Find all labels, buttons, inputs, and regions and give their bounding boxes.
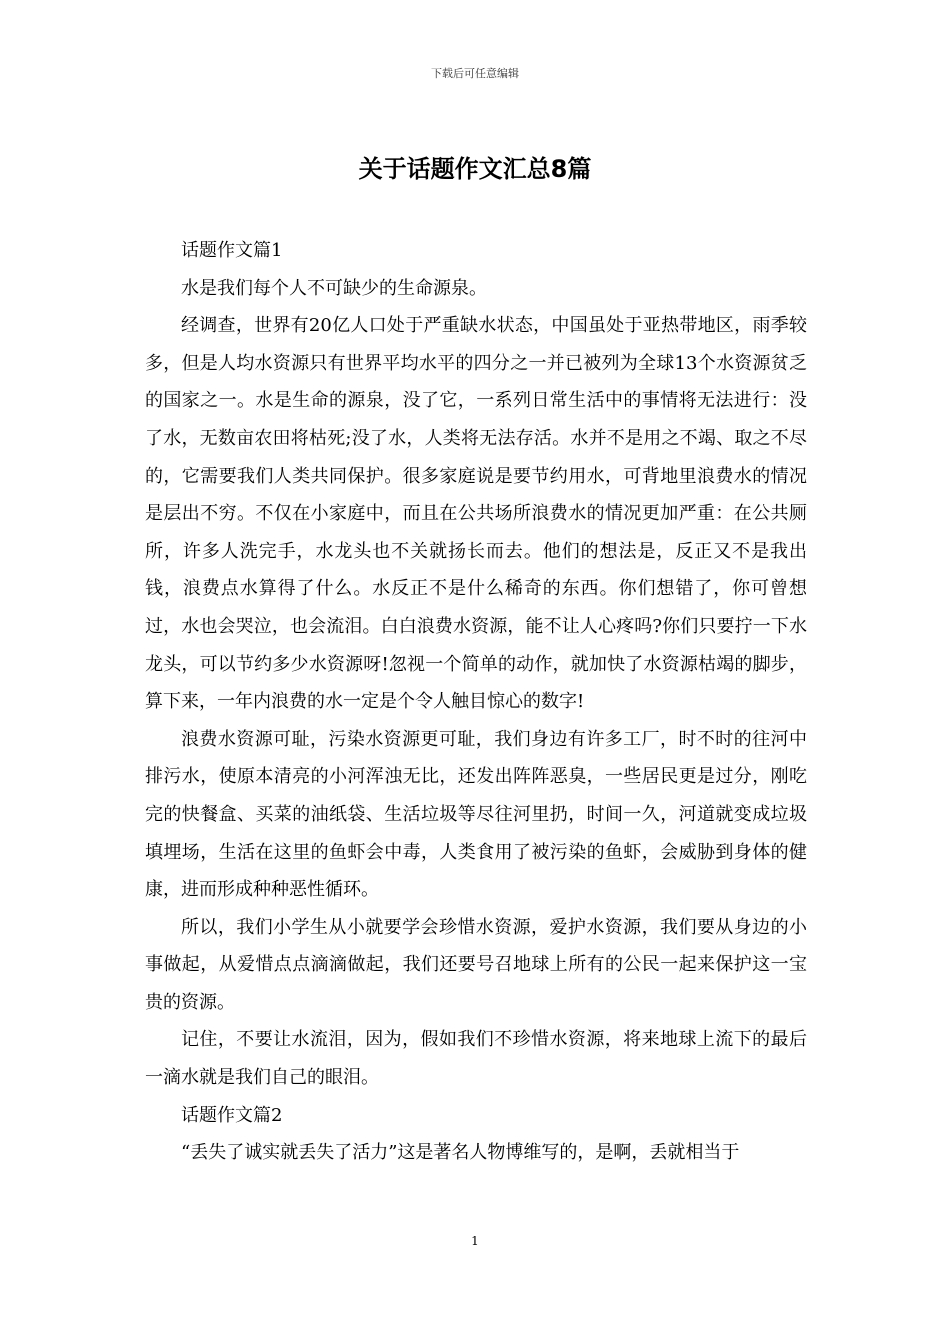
page-header-note: 下载后可任意编辑 [431,67,519,80]
paragraph: 浪费水资源可耻，污染水资源更可耻，我们身边有许多工厂，时不时的往河中排污水，使原本清亮的小河浑浊无比，还发出阵阵恶臭，一些居民更是过分，刚吃完的快餐盒、买菜的油纸袋、生活垃圾等尽往河里扔，时间一久，河道就变成垃圾填埋场，生活在这里的鱼虾会中毒，人类食用了被污染的鱼虾，会威胁到身体的健康，进而形成种种恶性循环。 [145,728,807,901]
section-heading-2: 话题作文篇2 [181,1104,283,1126]
paragraph: 经调查，世界有20亿人口处于严重缺水状态，中国虽处于亚热带地区，雨季较多，但是人均水资源只有世界平均水平的四分之一并已被列为全球13个水资源贫乏的国家之一。水是生命的源泉，没了它，一系列日常生活中的事情将无法进行：没了水，无数亩农田将枯死;没了水，人类将无法存活。水并不是用之不竭、取之不尽的，它需要我们人类共同保护。很多家庭说是要节约用水，可背地里浪费水的情况是层出不穷。不仅在小家庭中，而且在公共场所浪费水的情况更加严重：在公共厕所，许多人洗完手，水龙头也不关就扬长而去。他们的想法是，反正又不是我出钱，浪费点水算得了什么。水反正不是什么稀奇的东西。你们想错了，你可曾想过，水也会哭泣，也会流泪。白白浪费水资源，能不让人心疼吗?你们只要拧一下水龙头，可以节约多少水资源呀!忽视一个简单的动作，就加快了水资源枯竭的脚步，算下来，一年内浪费的水一定是个令人触目惊心的数字! [145,315,807,713]
paragraph: 所以，我们小学生从小就要学会珍惜水资源，爱护水资源，我们要从身边的小事做起，从爱惜点点滴滴做起，我们还要号召地球上所有的公民一起来保护这一宝贵的资源。 [145,916,807,1013]
document-title: 关于话题作文汇总8篇 [358,155,592,183]
paragraph: “丢失了诚实就丢失了活力”这是著名人物博维写的，是啊，丢就相当于 [181,1142,740,1164]
section-heading-1: 话题作文篇1 [181,240,283,261]
document-body [145,232,807,1172]
page-number: 1 [471,1234,479,1248]
paragraph: 水是我们每个人不可缺少的生命源泉。 [181,277,487,299]
paragraph: 记住，不要让水流泪，因为，假如我们不珍惜水资源，将来地球上流下的最后一滴水就是我们自己的眼泪。 [145,1029,807,1089]
